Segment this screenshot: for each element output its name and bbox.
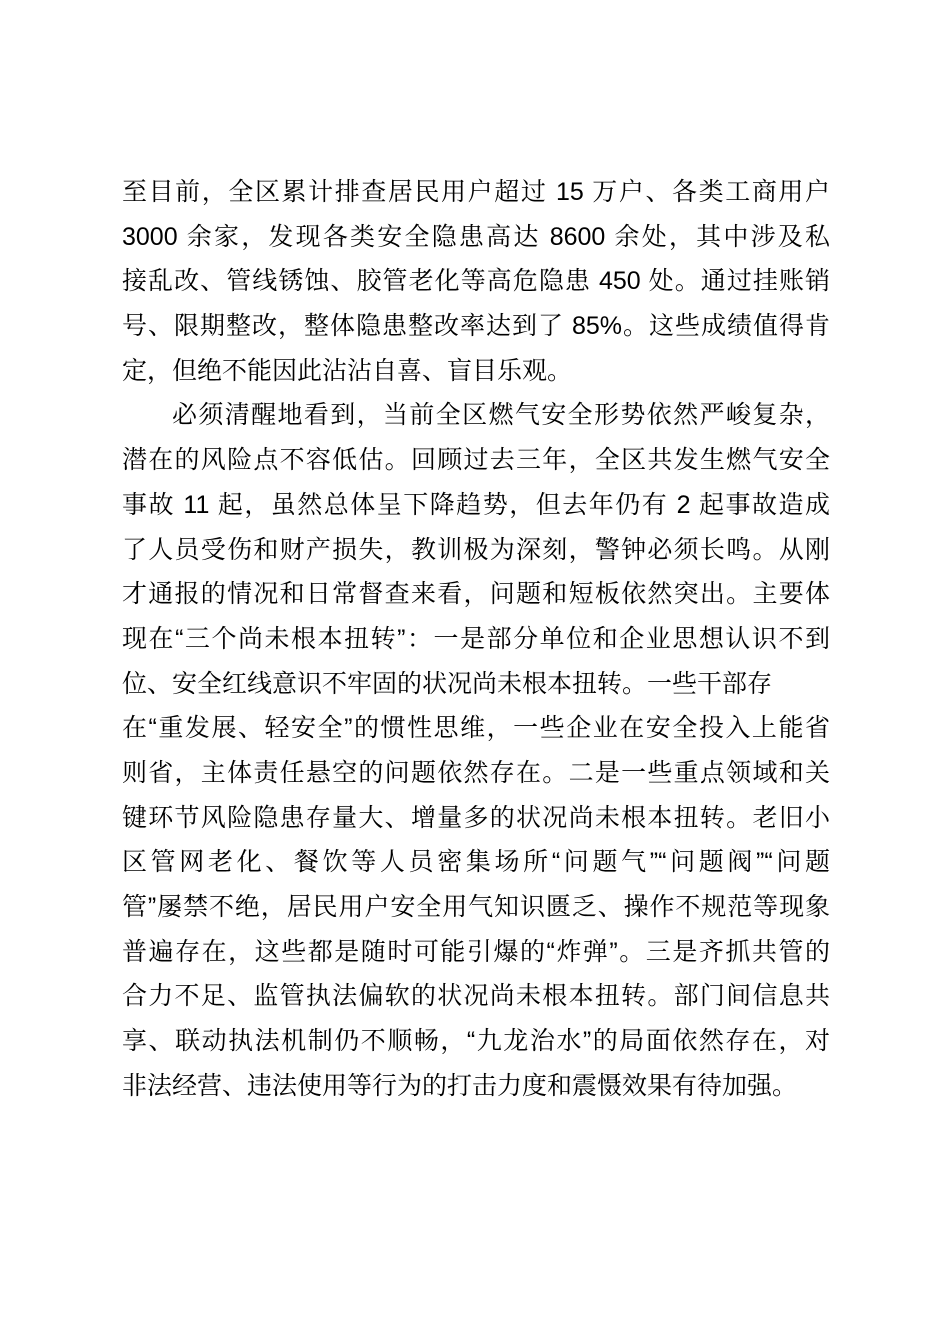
text-line: 享、联动执法机制仍不顺畅，“九龙治水”的局面依然存在，对 (122, 1027, 830, 1056)
text-line: 在“重发展、轻安全”的惯性思维，一些企业在安全投入上能省 (122, 714, 830, 743)
text-line: 区管网老化、餐饮等人员密集场所“问题气”“问题阀”“问题 (122, 848, 830, 877)
text-line: 3000 余家，发现各类安全隐患高达 8600 余处，其中涉及私 (122, 222, 830, 251)
text-line: 至目前，全区累计排查居民用户超过 15 万户、各类工商用户 (122, 178, 830, 206)
text-line: 号、限期整改，整体隐患整改率达到了 85%。这些成绩值得肯 (122, 312, 830, 341)
text-line: 必须清醒地看到，当前全区燃气安全形势依然严峻复杂， (172, 401, 830, 430)
paragraph (122, 393, 830, 1108)
document-body (122, 170, 830, 1108)
text-line: 接乱改、管线锈蚀、胶管老化等高危隐患 450 处。通过挂账销 (122, 267, 830, 296)
text-line: 则省，主体责任悬空的问题依然存在。二是一些重点领域和关 (122, 758, 830, 787)
text-line: 非法经营、违法使用等行为的打击力度和震慑效果有待加强。 (122, 1071, 798, 1100)
paragraph (122, 170, 830, 393)
text-line: 了人员受伤和财产损失，教训极为深刻，警钟必须长鸣。从刚 (122, 535, 830, 564)
text-line: 潜在的风险点不容低估。回顾过去三年，全区共发生燃气安全 (122, 446, 830, 475)
text-line: 定，但绝不能因此沾沾自喜、盲目乐观。 (122, 356, 573, 385)
text-line: 位、安全红线意识不牢固的状况尚未根本扭转。一些干部存 (122, 669, 773, 698)
text-line: 键环节风险隐患存量大、增量多的状况尚未根本扭转。老旧小 (122, 803, 830, 832)
text-line: 普遍存在，这些都是随时可能引爆的“炸弹”。三是齐抓共管的 (122, 937, 830, 966)
text-line: 合力不足、监管执法偏软的状况尚未根本扭转。部门间信息共 (122, 982, 830, 1011)
text-line: 才通报的情况和日常督查来看，问题和短板依然突出。主要体 (122, 580, 830, 609)
text-line: 现在“三个尚未根本扭转”：一是部分单位和企业思想认识不到 (122, 624, 830, 653)
text-line: 事故 11 起，虽然总体呈下降趋势，但去年仍有 2 起事故造成 (122, 490, 830, 519)
text-line: 管”屡禁不绝，居民用户安全用气知识匮乏、操作不规范等现象 (122, 893, 830, 921)
